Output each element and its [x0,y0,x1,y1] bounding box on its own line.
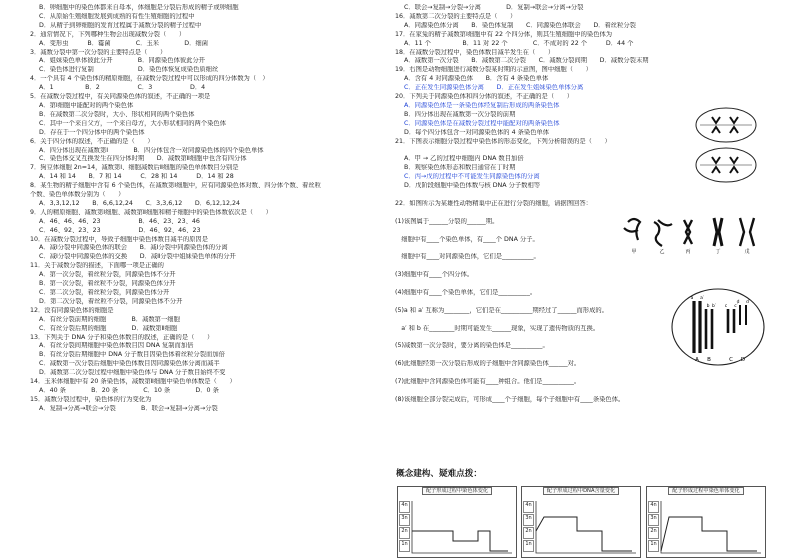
answer-option-line: A．46、46、46、23 B．46、23、23、46 [39,217,200,225]
chromosome-letter-label: A [695,357,699,363]
answer-option-line: A．3,3,12,12 B．6,6,12,24 C．3,3,6,12 D．6,12,12,24 [39,199,241,207]
question-line: 8．某生物的精子细胞中含有 6 个染色体，在减数第Ⅰ细胞中，应有同源染色体对数、四分体个数、着丝粒 [30,182,321,190]
answer-option-line: D．每个四分体包含一对同源染色体的 4 条染色单体 [404,128,550,136]
answer-option-line: A．第一次分裂，着丝粒分裂，同源染色体不分开 [39,271,176,279]
chromosome-label: 丁 [715,249,721,254]
question-line: 12．没有同源染色体的细胞是 [30,306,114,314]
answer-option-line: D．戊阶段细胞中染色体数与核 DNA 分子数相等 [404,182,541,190]
chromosome-letter-label: D [740,357,746,363]
question-line: (5)减数第一次分裂时，要分离的染色体是__________。 [395,342,549,350]
chart-axis [661,501,761,553]
cell-circle-top [696,108,756,142]
answer-option-line: A．含有 4 对同源染色体 B．含有 4 条染色单体 [404,75,549,83]
chart-plot [398,487,516,557]
answer-option-line: A．有丝分裂前期的细胞 B．减数第一细胞 [39,315,180,323]
answer-option-line: A．有丝分裂间期细胞中染色体数目因 DNA 复制而加倍 [39,342,194,350]
y-axis-label: 1n [648,540,659,552]
question-line: 细胞中有____个染色单体，有____个 DNA 分子。 [395,235,539,243]
question-line: (6)此细胞经第一次分裂后形成的子细胞中含同源染色体______对。 [395,360,581,368]
y-axis-label: 2n [399,527,410,539]
question-line: 11．关于减数分裂的描述，下面哪一项是正确的 [30,262,164,270]
chromosome-ding [714,218,722,246]
section-title: 概念建构、疑难点拨： [396,469,482,479]
question-line: 19．右图是动物细胞进行减数分裂某时期的示意图，图中细胞（ ） [395,66,592,74]
question-line: (1)该图属于______分裂的______期。 [395,217,499,225]
answer-option-line: B．四分体出现在减数第一次分裂的前期 [404,110,516,118]
y-axis-label: 3n [648,514,659,526]
question-line: 6．关于四分体的叙述，不正确的是（ ） [30,137,154,145]
answer-option-line: A．11 个 B．11 对 22 个 C．不成对的 22 个 D．44 个 [404,39,634,47]
answer-option-line: A．1 B．2 C．3 D．4 [39,84,206,92]
answer-option-line: A．40 条 B．20 条 C．10 条 D．0 条 [39,386,219,394]
answer-option-line: B．卵细胞中的染色体都来自母本，体细胞是分裂后形成的精子或卵细胞 [39,4,239,11]
answer-option-line: B．第一次分裂，着丝粒不分裂，同源染色体分开 [39,280,176,288]
left-column [30,4,385,414]
answer-option-line: C．同源染色体是在减数分裂过程中能配对的两条染色体 [404,119,560,127]
question-line: (4)细胞中有____个染色单体，它们是__________。 [395,289,537,296]
chromosome-label: 丙 [685,249,691,254]
chromatid-letter: a′ [700,296,704,301]
question-line: (8)该细胞全部分裂完成后，可形成____个子细胞，每个子细胞中有____条染色体。 [395,395,625,403]
chromosome-label: 戊 [744,249,750,254]
y-axis-label: 4n [523,501,534,513]
y-axis-label: 1n [523,540,534,552]
chart-step-line [661,517,757,551]
answer-option-line: C．第二次分裂，着丝粒分裂，同源染色体分开 [39,289,170,296]
y-axis-label: 4n [648,501,659,513]
answer-option-line: C．从原始生殖细胞发展到成熟的有性生殖细胞的过程中 [39,12,195,20]
question-line: 18．在减数分裂过程中，染色体数目减半发生在（ ） [395,48,555,56]
cell-circle-bottom [696,148,756,182]
answer-option-line: A．14 和 14 B．7 和 14 C．28 和 14 D．14 和 28 [39,173,234,181]
answer-option-line: C．染色体进行复制 D．染色体恢复成染色质细丝 [39,66,219,74]
chromosome-wu [740,218,754,246]
chromatid-letter: d′ [746,300,750,305]
question-line: 22．如图所示为某雄性动物精巢中正在进行分裂的细胞，请据图回答： [395,199,592,207]
chromosome-label: 乙 [659,249,665,254]
y-axis-label: 2n [648,527,659,539]
chart-title-text: 配子形成过程中染色单体变化 [668,487,743,495]
question-line: 14．玉米体细胞中有 20 条染色体，减数第Ⅱ细胞中染色单体数是（ ） [30,378,236,386]
chromosome-yi [654,220,672,246]
question-line: 13．下列关于 DNA 分子和染色体数目的叙述，正确的是（ ） [30,333,214,341]
question-line: (5)a 和 a′ 互称为________，它们是在__________期经过了______而形成的。 [395,306,608,314]
answer-option-line: B．观察染色体形态和数目通常在丁时期 [404,164,516,172]
question-line [395,191,765,200]
question-line: 4．一个具有 4 个染色体的精原细胞，在减数分裂过程中可以形成的四分体数为（ ） [30,75,269,83]
chromatid-letter: a [690,296,694,301]
chromosome-letter-label: B [707,357,711,363]
question-line: a′ 和 b 在________时期可能发生______现象，实现了遗传物质的互换。 [395,324,600,332]
answer-option-line: A．减数第一次分裂 B．减数第二次分裂 C．减数分裂间期 D．减数分裂末期 [404,57,649,65]
chart-step-line [536,517,632,551]
answer-option-line: B．在减数第二次分裂时，大小、形状相同的两个染色体 [39,110,195,118]
chromosome-jia [624,219,640,240]
answer-option-line: C．丙→戊的过程中不可能发生同源染色体的分离 [404,173,540,181]
answer-option-line: A．复制→分离→联会→分裂 B．联会→复制→分离→分裂 [39,404,218,412]
answer-option-line: C．联会→复制→分裂→分离 D．复制→联会→分离→分裂 [404,4,584,11]
chart-title-text: 配子形成过程中染色体变化 [422,487,492,495]
question-line: 2．通常情况下，下列哪种生物会出现减数分裂（ ） [30,30,186,38]
answer-option-line: C．有丝分裂后期的细胞 D．减数第Ⅱ细胞 [39,324,178,332]
chart-step-line [412,531,508,551]
chromatid-letter: c [724,304,728,309]
chromosome-letter-label: C [729,357,733,363]
answer-option-line: D．存在于一个四分体中的两个染色体 [39,128,145,136]
question-line: 16．减数第二次分裂的主要特点是（ ） [395,12,517,20]
answer-option-line: A．第Ⅰ细胞中能配对的两个染色体 [39,101,134,109]
answer-option-line: B．有丝分裂后期细胞中 DNA 分子数目因染色体着丝粒分裂而加倍 [39,351,225,359]
question-line: (7)此细胞中含同源染色体可能有____种组合。他们是__________。 [395,378,581,386]
chromosome-bing [684,220,692,244]
chart-plot [647,487,765,557]
answer-option-line: A．同源染色体分离 B．染色体复制 C．同源染色体联会 D．着丝粒分裂 [404,21,636,29]
y-axis-label: 2n [523,527,534,539]
question-line: 20．下列关于同源染色体和四分体的叙述，不正确的是（ ） [395,93,574,101]
chart-panel [397,486,517,558]
answer-option-line: C．46、92、23、23 D．46、92、46、23 [39,226,201,234]
answer-option-line: A．甲 → 乙的过程中细胞内 DNA 数目加倍 [404,155,524,163]
answer-option-line: A．减Ⅰ分裂中同源染色体的联会 B．减Ⅰ分裂中同源染色体的分离 [39,244,228,252]
chromatid-letter: b [706,304,710,309]
answer-option-line: D．第二次分裂，着丝粒不分裂，同源染色体不分开 [39,297,183,305]
chromatid-letter: d [736,300,740,305]
y-axis-label: 1n [399,540,410,552]
answer-option-line: C．减Ⅰ分裂中同源染色体的交换 D．减Ⅱ分裂中姐妹染色单体的分开 [39,253,236,261]
cell-division-figure [690,105,762,185]
question-line: 细胞中有____对同源染色体，它们是__________。 [395,253,540,261]
question-line: 7．狗豆体细胞 2n=14，减数第Ⅰ、细胞减数后Ⅱ细胞的染色单体数目分别是 [30,164,239,172]
y-axis-label: 4n [399,501,410,513]
question-line: 21．下图表示细胞分裂过程中染色体的形态变化，下列分析错误的是（ ） [395,137,611,145]
chart-axis [536,501,636,553]
answer-option-line: C．正在发生同源染色体分离 D．正在发生姐妹染色单体分离 [404,84,584,92]
chart-plot [522,487,640,557]
question-line: 5．在减数分裂过程中，有关同源染色体的叙述，不正确的一项是 [30,93,211,101]
answer-option-line: C．其中一个来自父方，一个来自母方，大小形状相同的两个染色体 [39,119,227,127]
answer-option-line: D．从精子到卵细胞的发育过程属于减数分裂的精子过程中 [39,21,202,29]
question-line: 10．在减数分裂过程中，导致子细胞中染色体数目减半的原因是 [30,235,209,243]
chromatid-letter: b′ [712,304,716,309]
y-axis-label: 3n [523,514,534,526]
question-line: 17．在家兔的精子减数第Ⅰ细胞中有 22 个四分体，则其生殖细胞中的染色体为 [395,30,613,38]
answer-option-line: A．变形虫 B．霉菌 C．玉米 D．细菌 [39,39,208,47]
question-line: 15．减数分裂过程中，染色体的行为变化为 [30,395,152,403]
question-line: 9．人的精原细胞、减数第Ⅰ细胞、减数第Ⅱ细胞和精子细胞中的染色体数依次是（ ） [30,208,272,216]
answer-option-line: D．减数第二次分裂过程中细胞中染色体与 DNA 分子数目始终不变 [39,369,226,377]
chart-title-text: 配子形成过程中DNA含量变化 [543,487,620,495]
chromatid-letter: c′ [734,304,738,309]
answer-option-line: C．减数第一次分裂后细胞中染色体数目因同源染色体分离而减半 [39,360,220,368]
question-line: 个数、染色单体数分别为（ ） [30,191,125,199]
y-axis-label: 3n [399,514,410,526]
answer-option-line: A．同源染色体是一条染色体经复制后形成的两条染色体 [404,101,560,109]
answer-option-line: C．染色体交叉互换发生在四分体时期 D．减数第Ⅱ细胞中也含有四分体 [39,155,247,163]
chart-panel [646,486,766,558]
question-line [395,387,765,396]
answer-option-line: A．四分体出现在减数第Ⅰ B．四分体包含一对同源染色体的四个染色单体 [39,146,264,154]
question-line: (3)细胞中有____个四分体。 [395,271,474,279]
question-line [395,262,765,271]
meiosis-cell-figure [668,285,768,375]
chromosome-shapes-figure [620,214,760,254]
question-line: 3．减数分裂中第一次分裂的主要特点是（ ） [30,48,167,56]
chart-panel [521,486,641,558]
answer-option-line: A．姐妹染色单体彼此分开 B．同源染色体彼此分开 [39,57,206,65]
chromosome-label: 甲 [631,249,637,254]
chart-axis [412,501,512,553]
